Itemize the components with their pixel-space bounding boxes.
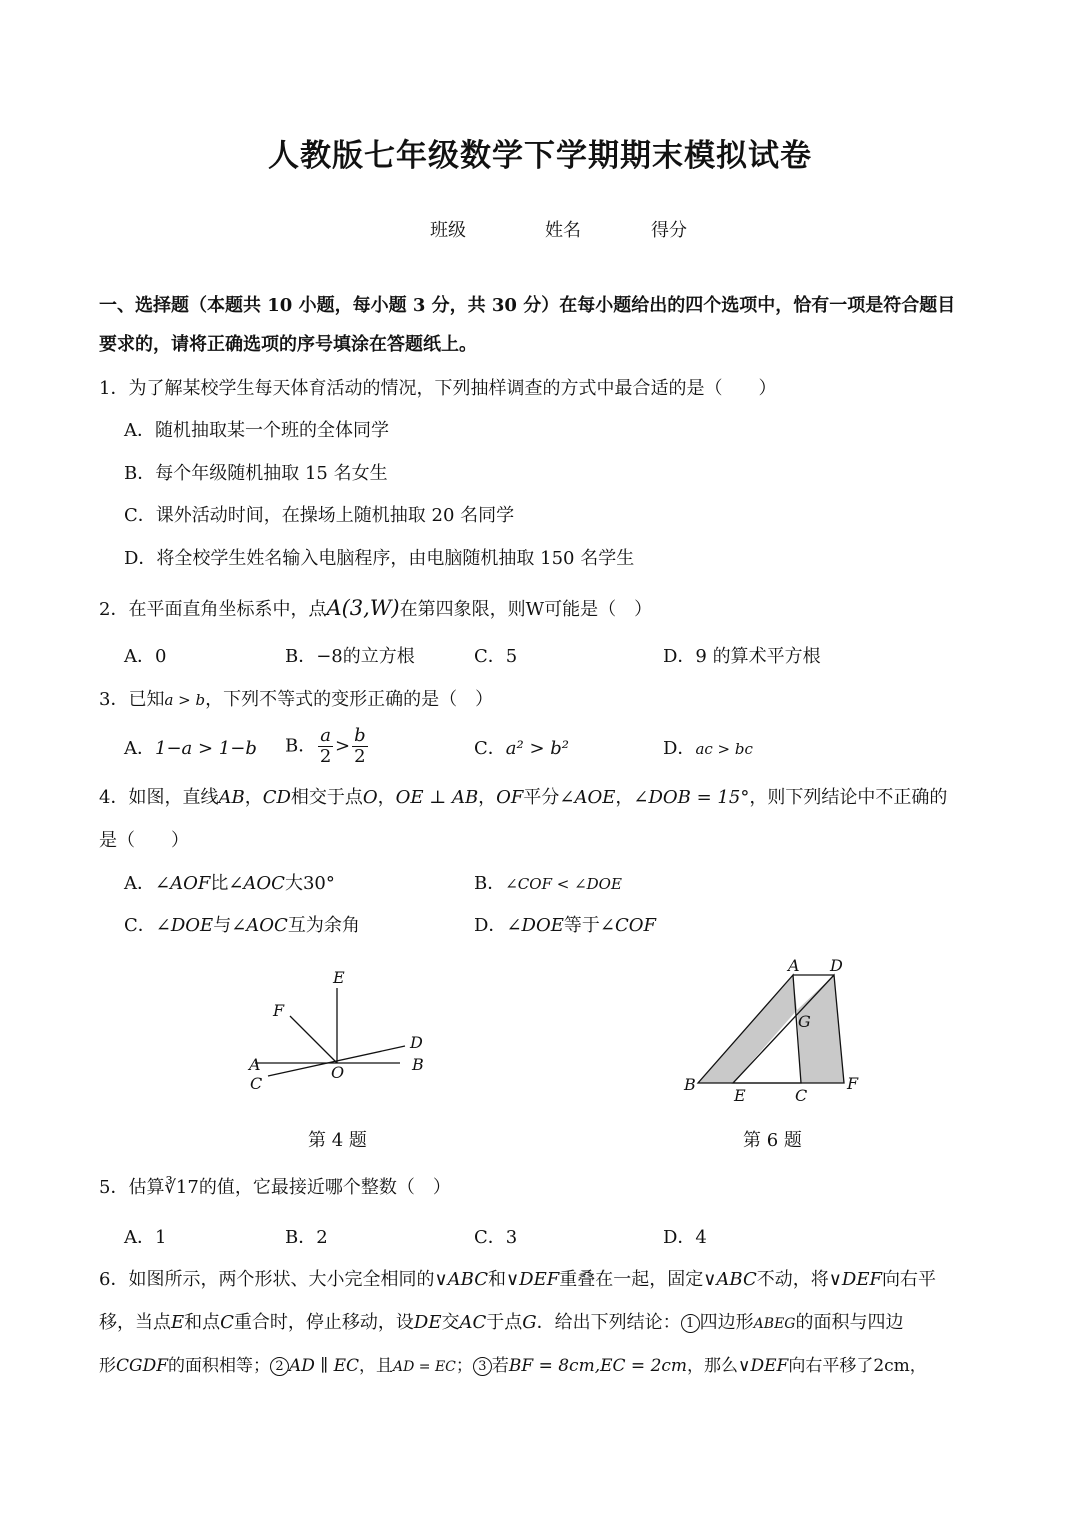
denominator: 2 [354,746,366,767]
question-4-stem-line1 [99,786,947,810]
q5-option-d: D．4 [663,1227,707,1248]
segment-de: DE [413,1312,442,1333]
q4-text: 4．如图，直线 [99,787,219,808]
gt-symbol: > [334,735,351,757]
option-label: D． [663,738,696,759]
label-b: B [412,1055,424,1074]
q6-text: 的面积与四边 [795,1312,904,1333]
triangle-def: ∨DEF [505,1269,560,1290]
q4-option-d [474,914,656,938]
q3-condition: a > b [164,691,206,709]
q6-text: 交 [441,1312,460,1333]
line-cd: CD [262,787,291,808]
q4-text: ， [615,787,634,808]
q1-option-c: C．课外活动时间，在操场上随机抽取 20 名同学 [124,505,515,526]
score-field-label: 得分 [651,220,687,241]
question-1-stem: 1．为了解某校学生每天体育活动的情况，下列抽样调查的方式中最合适的是（ ） [99,378,777,399]
oe-perp-ab: OE ⊥ AB [395,787,479,808]
label-a: A [249,1055,261,1074]
q4-option-a [124,872,335,896]
q4-option-c [124,914,360,938]
q3-option-b [285,726,370,767]
shift-distance: 2cm [873,1356,910,1376]
q4-text: ， [377,787,396,808]
option-label: C． [474,738,506,759]
q2-variable: W [525,599,545,620]
class-field-label: 班级 [430,220,466,241]
q4-text: 大30° [284,873,335,894]
label-d: D [410,1033,423,1052]
q5-option-c: C．3 [474,1227,518,1248]
angle: ∠AOC [228,873,285,894]
angle: ∠DOE [155,915,214,936]
quad-cgdf: CGDF [116,1356,169,1376]
angle: ∠AOC [231,915,288,936]
point-c: C [220,1312,234,1333]
q3-text: 3．已知 [99,689,165,710]
q1-option-b: B．每个年级随机抽取 15 名女生 [124,463,388,484]
question-6-stem-line1 [99,1268,936,1292]
q1-option-a: A．随机抽取某一个班的全体同学 [124,420,389,441]
name-field-label: 姓名 [545,220,581,241]
point-g: G [522,1312,537,1333]
circled-number: 3 [473,1357,492,1376]
q6-text: 和 [487,1269,506,1290]
label-o: O [331,1063,345,1082]
q6-text: 形 [99,1356,116,1376]
fraction-b-over-2 [352,726,368,767]
q6-text: ，那么 [687,1356,739,1376]
circled-number: 1 [681,1314,700,1333]
q6-text: 的面积相等； [168,1356,271,1376]
angle-aoe: ∠AOE [559,787,616,808]
q6-text: 重合时，停止移动，设 [233,1312,414,1333]
q4-text: 平分 [523,787,560,808]
q6-text: 于点 [486,1312,523,1333]
option-label: C． [124,915,156,936]
figure-6-caption: 第 6 题 [743,1130,802,1151]
angle: ∠AOF [155,873,211,894]
label-a: A [788,956,800,975]
label-c: C [250,1074,263,1093]
q4-text: 与 [213,915,232,936]
q3-d-expr: ac > bc [695,740,753,758]
q6-text: 6．如图所示，两个形状、大小完全相同的 [99,1269,435,1290]
section-heading-line1: 一、选择题（本题共 10 小题，每小题 3 分，共 30 分）在每小题给出的四个选项中，恰有一项是符合题目 [99,295,956,316]
q6-text: ，且 [359,1356,393,1376]
figure-6-diagram [680,955,870,1105]
q1-option-d: D．将全校学生姓名输入电脑程序，由电脑随机抽取 150 名学生 [124,548,635,569]
page-title: 人教版七年级数学下学期期末模拟试卷 [268,138,812,174]
question-2-stem [99,596,652,622]
angle: ∠DOE [506,915,564,936]
ad-equals-ec: AD = EC [393,1359,456,1375]
q3-c-expr: a² > b² [505,738,569,759]
q5-text: 5．估算 [99,1177,165,1198]
triangle-def: ∨DEF [738,1356,789,1376]
q3-option-d [663,737,753,761]
triangle-def: ∨DEF [828,1269,882,1290]
option-label: D． [474,915,507,936]
circled-number: 2 [270,1357,289,1376]
q2-text: 2．在平面直角坐标系中，点 [99,599,327,620]
option-label: B． [285,735,317,757]
q2-text: 在第四象限，则 [399,599,526,620]
point-o: O [362,787,378,808]
denominator: 2 [319,746,332,767]
q3-option-a [124,737,257,761]
q4-text: 比 [210,873,229,894]
option-label: B． [474,873,506,894]
q6-text: ， [909,1356,927,1376]
q6-text: 向右平移了 [788,1356,874,1376]
ray-of: OF [496,787,524,808]
q2-point: A(3,W) [326,596,400,620]
label-g: G [798,1012,811,1031]
q5-option-b: B．2 [285,1227,328,1248]
label-b: B [684,1075,696,1094]
cube-root-17: ∛17 [164,1177,199,1198]
q4-text: 等于 [563,915,600,936]
triangle-abc: ∨ABC [703,1269,757,1290]
q3-option-c [474,737,569,761]
q2-option-a: A．0 [124,646,167,667]
numerator: a [320,725,331,746]
numerator: b [354,725,366,746]
q6-text: ．给出下列结论： [536,1312,681,1333]
section-heading-line2: 要求的，请将正确选项的序号填涂在答题纸上。 [99,334,477,355]
angle-comparison: ∠COF < ∠DOE [505,875,622,893]
quad-abeg: ABEG [753,1316,796,1332]
q5-option-a: A．1 [124,1227,167,1248]
q6-text: 和点 [184,1312,221,1333]
q6-text: 四边形 [699,1312,754,1333]
q6-text: 若 [491,1356,509,1376]
option-label: A． [124,738,155,759]
q5-text: 的值，它最接近哪个整数（ ） [198,1177,451,1198]
fraction-a-over-2 [318,726,333,767]
question-3-stem [99,688,493,712]
q4-text: ，则下列结论中不正确的 [749,787,948,808]
label-d: D [830,956,843,975]
angle-dob: ∠DOB = 15° [633,787,750,808]
ad-parallel-ec: AD ∥ EC [289,1356,359,1376]
q4-text: ， [478,787,497,808]
q6-text: 移，当点 [99,1312,171,1333]
q6-text: ； [455,1356,473,1376]
option-label: A． [124,873,155,894]
q4-text: 互为余角 [287,915,360,936]
label-c: C [795,1086,808,1105]
question-6-stem-line3 [99,1354,927,1379]
q2-text: 可能是（ ） [544,599,653,620]
q6-text: 不动，将 [756,1269,829,1290]
question-5-stem [99,1176,451,1200]
figure-4-caption: 第 4 题 [308,1130,367,1151]
figure-4-diagram [240,960,440,1100]
question-4-stem-line2: 是（ ） [99,830,189,851]
label-e: E [333,968,345,987]
q6-text: 重叠在一起，固定 [559,1269,704,1290]
line-ab: AB [218,787,245,808]
segment-ac: AC [459,1312,487,1333]
q6-text: 向右平 [881,1269,936,1290]
q2-option-c: C．5 [474,646,518,667]
q3-a-expr: 1−a > 1−b [155,738,257,759]
triangle-abc: ∨ABC [434,1269,488,1290]
q2-option-b: B．−8的立方根 [285,646,415,667]
question-6-stem-line2 [99,1311,903,1336]
angle: ∠COF [599,915,656,936]
q4-text: 相交于点 [290,787,363,808]
q2-option-d: D．9 的算术平方根 [663,646,821,667]
q4-text: ， [244,787,263,808]
label-f: F [273,1001,285,1020]
q4-option-b [474,872,622,896]
label-f: F [847,1074,859,1093]
point-e: E [171,1312,185,1333]
label-e: E [734,1086,746,1105]
bf-ec-values: BF = 8cm,EC = 2cm [508,1356,688,1376]
ray-of [290,1016,337,1063]
q3-text: ，下列不等式的变形正确的是（ ） [205,689,494,710]
